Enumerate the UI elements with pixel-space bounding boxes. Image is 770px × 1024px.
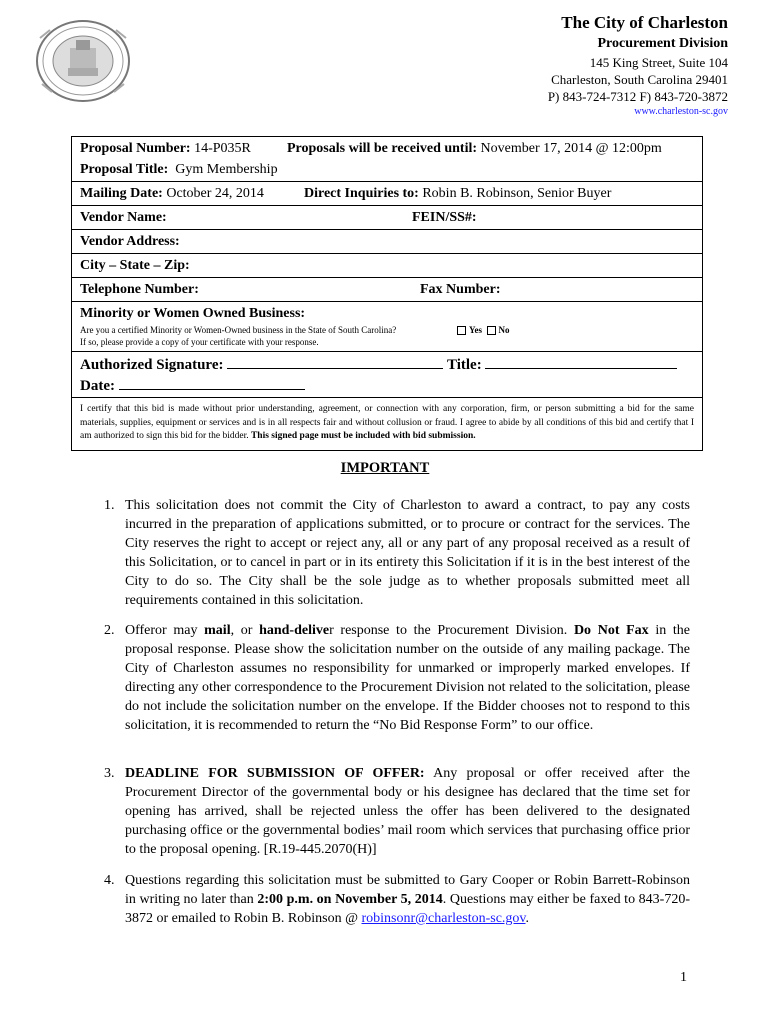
title-line[interactable] — [485, 354, 677, 369]
signature-line[interactable] — [227, 354, 443, 369]
email-link[interactable]: robinsonr@charleston-sc.gov — [361, 911, 526, 926]
signature-label: Authorized Signature: — [80, 357, 224, 373]
row-minority — [72, 301, 702, 351]
city-state-zip-label: City – State – Zip: — [80, 258, 190, 273]
row-mailing-date — [72, 181, 702, 205]
yes-checkbox[interactable] — [457, 326, 466, 335]
vendor-address-label: Vendor Address: — [80, 234, 180, 249]
fax-label: Fax Number: — [420, 282, 501, 297]
item-text: This solicitation does not commit the City of Charleston to award a contract, to pay any costs incurred in the preparation of applications submitted, or to procure or contract for the services. The City reserves the right to accept or reject any, all or any part of any proposal received as a result of this Solicitation, or to cancel in part or in its entirety this Solicitation if it is in the best interest of the City to do so. The City shall be the sole judge as to whether proposals submitted meet all requirements contained in this solicitation. — [125, 498, 690, 608]
date-label: Date: — [80, 378, 115, 394]
page-number: 1 — [680, 970, 687, 985]
important-item-4 — [104, 871, 690, 928]
mailing-date-label: Mailing Date: — [80, 186, 163, 201]
title-label: Title: — [446, 357, 482, 373]
proposal-number-label: Proposal Number: — [80, 141, 191, 156]
important-item-2 — [104, 621, 690, 735]
no-label: No — [498, 325, 510, 335]
minority-question: Are you a certified Minority or Women-Owned business in the State of South Carolina? — [80, 325, 397, 335]
item-text: Questions regarding this solicitation must be submitted to Gary Cooper or Robin Barrett-Robinson in writing no later than 2:00 p.m. on November 5, 2014. Questions may either be faxed to 843-720-3872 or emailed to Robin B. Robinson @ robinsonr@charleston-sc.gov. — [125, 873, 690, 926]
certify-bold-note: This signed page must be included with bid submission. — [250, 431, 476, 441]
city-name: The City of Charleston — [561, 13, 728, 32]
date-line[interactable] — [119, 375, 305, 390]
certification-text — [72, 397, 702, 450]
website-link[interactable]: www.charleston-sc.gov — [634, 106, 728, 117]
inquiries-value: Robin B. Robinson, Senior Buyer — [422, 186, 612, 201]
telephone-label: Telephone Number: — [80, 282, 199, 297]
proposal-title-value: Gym Membership — [175, 162, 278, 177]
important-item-1 — [104, 496, 690, 610]
address-line-1: 145 King Street, Suite 104 — [589, 55, 728, 70]
row-proposal-number — [72, 137, 702, 181]
mailing-date-value: October 24, 2014 — [166, 186, 264, 201]
item-number: 1. — [104, 498, 115, 513]
proposal-form — [71, 136, 703, 451]
minority-note: If so, please provide a copy of your certificate with your response. — [80, 337, 319, 347]
no-checkbox[interactable] — [487, 326, 496, 335]
proposal-number-value: 14-P035R — [194, 141, 251, 156]
minority-label: Minority or Women Owned Business: — [80, 306, 306, 321]
city-seal-logo — [32, 18, 134, 104]
yes-label: Yes — [469, 325, 482, 335]
row-telephone[interactable] — [72, 277, 702, 301]
important-item-3 — [104, 764, 690, 859]
proposal-title-label: Proposal Title: — [80, 162, 169, 177]
item-text: Offeror may mail, or hand-deliver response to the Procurement Division. Do Not Fax in the proposal response. Please show the solicitation number on the outside of any mailing package. The City of Charleston assumes no responsibility for unmarked or improperly marked envelopes. If directing any other correspondence to the Procurement Division not related to the solicitation, please do not include the solicitation number on the envelope. If the Bidder chooses not to respond to this solicitation, it is recommended to return the “No Bid Response Form” to our office. — [125, 623, 690, 733]
important-heading: IMPORTANT — [340, 460, 430, 476]
certify-statement: I certify that this bid is made without prior understanding, agreement, or connection with any corporation, firm, or person submitting a bid for the same materials, supplies, equipment or services and is in all respects fair and without collusion or fraud. I agree to abide by all conditions of this bid and certify that I am authorized to sign this bid for the bidder. — [80, 404, 694, 441]
division-name: Procurement Division — [597, 36, 728, 51]
item-text: DEADLINE FOR SUBMISSION OF OFFER: Any proposal or offer received after the Procurement Director of the governmental body or his designee has declared that the time set for opening has arrived, shall be rejected unless the offer has been delivered to the designated purchasing office or the governmental bodies’ mail room which services that purchasing office prior to the proposal opening. [R.19-445.2070(H)] — [125, 766, 690, 857]
inquiries-label: Direct Inquiries to: — [304, 186, 419, 201]
received-until-label: Proposals will be received until: — [287, 141, 478, 156]
row-vendor-address[interactable] — [72, 229, 702, 253]
row-city-state-zip[interactable] — [72, 253, 702, 277]
row-vendor-name[interactable] — [72, 205, 702, 229]
item-number: 4. — [104, 873, 115, 888]
received-until-value: November 17, 2014 @ 12:00pm — [480, 141, 662, 156]
fein-label: FEIN/SS#: — [412, 210, 477, 225]
item-number: 2. — [104, 623, 115, 638]
address-line-2: Charleston, South Carolina 29401 — [551, 72, 728, 87]
row-signature — [72, 351, 702, 397]
phone-fax: P) 843-724-7312 F) 843-720-3872 — [547, 89, 728, 104]
vendor-name-label: Vendor Name: — [80, 210, 167, 225]
item-number: 3. — [104, 766, 115, 781]
letterhead — [548, 12, 728, 119]
